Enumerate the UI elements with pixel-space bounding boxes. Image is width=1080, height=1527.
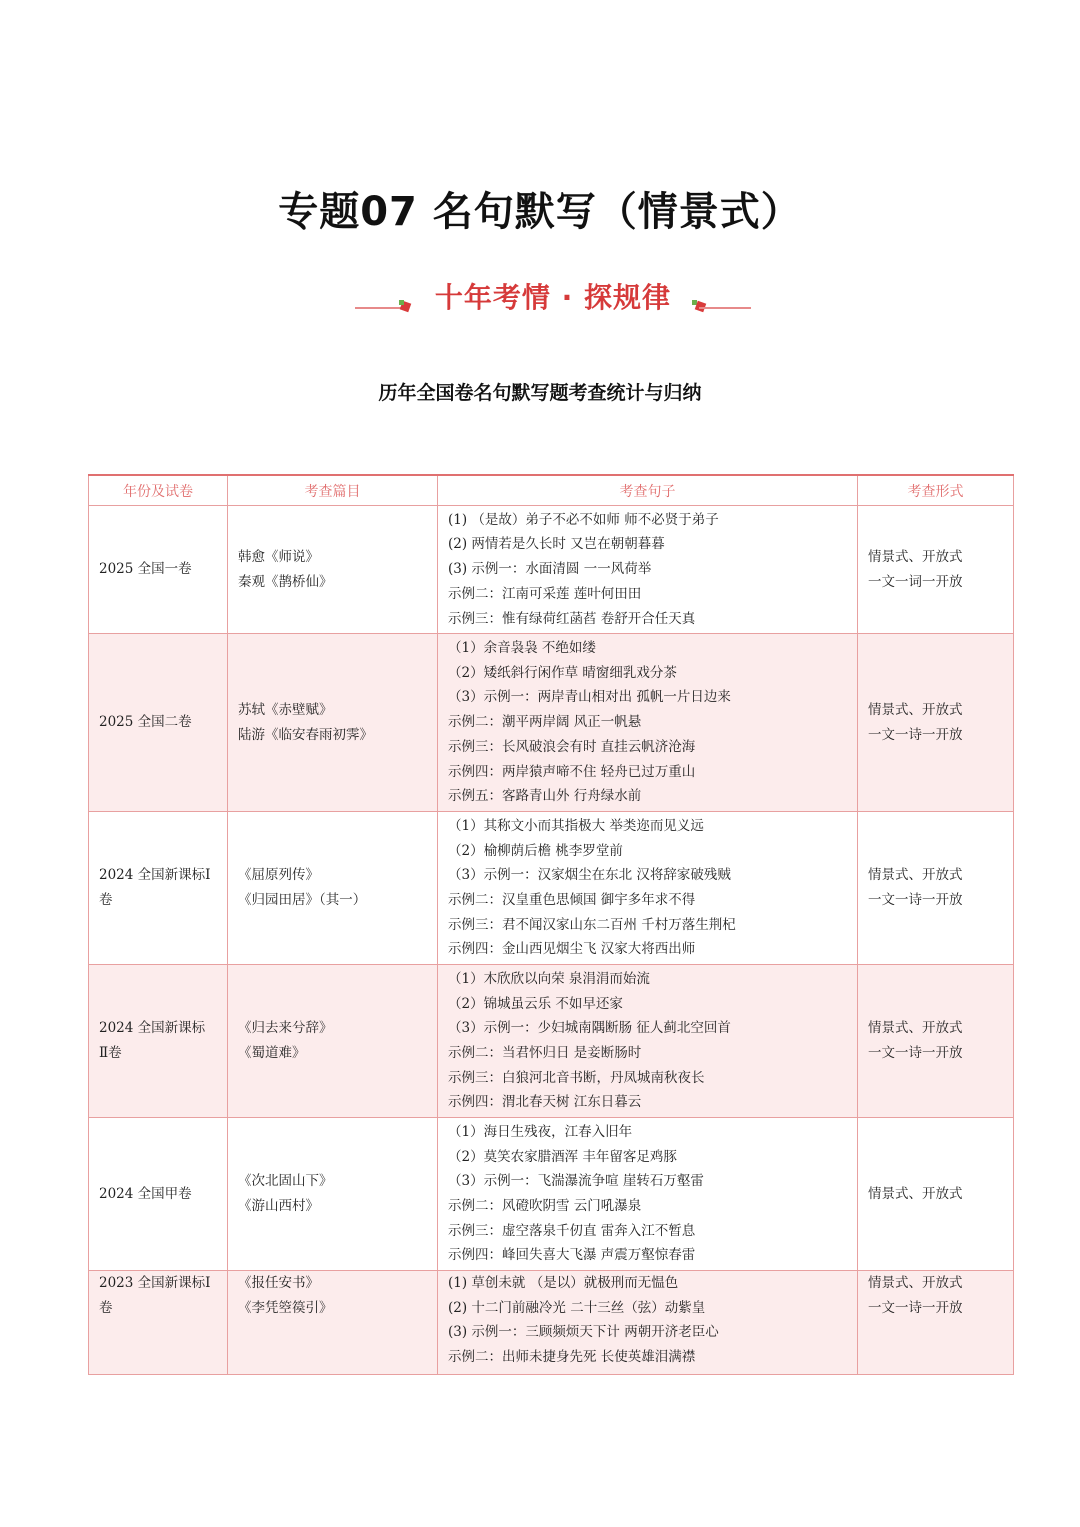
format-cell bbox=[858, 1118, 1014, 1271]
section-heading: 历年全国卷名句默写题考查统计与归纳 bbox=[378, 382, 702, 404]
table-row bbox=[89, 506, 1014, 634]
format-line: 一文一诗一开放 bbox=[868, 726, 963, 743]
exam-line: 2023 全国新课标Ⅰ bbox=[99, 1275, 211, 1291]
exam-line: 2025 全国一卷 bbox=[99, 561, 192, 578]
texts-cell bbox=[228, 506, 438, 634]
exam-cell bbox=[89, 1118, 228, 1271]
sentence-line: 示例二：汉皇重色思倾国 御宇多年求不得 bbox=[448, 892, 696, 908]
text-title: 《归园田居》（其一） bbox=[238, 892, 367, 908]
sentence-line: （2）榆柳荫后檐 桃李罗堂前 bbox=[448, 842, 623, 859]
sentence-line: (1) 草创未就 （是以）就极刑而无愠色 bbox=[448, 1275, 679, 1291]
exam-line: Ⅱ卷 bbox=[99, 1045, 122, 1061]
format-line: 情景式、开放式 bbox=[868, 1275, 963, 1291]
text-title: 秦观《鹊桥仙》 bbox=[238, 573, 333, 590]
texts-cell bbox=[228, 812, 438, 965]
format-cell bbox=[858, 506, 1014, 634]
exam-line: 卷 bbox=[99, 1299, 113, 1316]
format-line: 情景式、开放式 bbox=[868, 867, 963, 884]
exam-line: 2025 全国二卷 bbox=[99, 714, 192, 731]
exam-cell bbox=[89, 506, 228, 634]
column-header-sentences: 考查句子 bbox=[438, 475, 858, 506]
section-banner bbox=[355, 278, 751, 322]
exam-cell bbox=[89, 965, 228, 1118]
format-line: 一文一诗一开放 bbox=[868, 1045, 963, 1061]
page-title: 专题07 名句默写（情景式） bbox=[278, 189, 802, 235]
sentence-line: 示例二：当君怀归日 是妾断肠时 bbox=[448, 1045, 642, 1061]
text-title: 《游山西村》 bbox=[238, 1198, 319, 1214]
sentence-line: （1）其称文小而其指极大 举类迩而见义远 bbox=[448, 817, 704, 834]
sentence-line: 示例四：两岸猿声啼不住 轻舟已过万重山 bbox=[448, 763, 696, 780]
exam-line: 卷 bbox=[99, 892, 113, 908]
sentence-line: 示例四：渭北春天树 江东日暮云 bbox=[448, 1094, 642, 1111]
sentence-line: （3）示例一：汉家烟尘在东北 汉将辞家破残贼 bbox=[448, 867, 731, 884]
sentence-line: (2) 十二门前融冷光 二十三丝（弦）动紫皇 bbox=[448, 1299, 706, 1316]
text-title: 《报任安书》 bbox=[238, 1275, 319, 1291]
texts-cell bbox=[228, 965, 438, 1118]
sentence-line: 示例二：潮平两岸阔 风正一帆悬 bbox=[448, 714, 642, 731]
sentence-line: （2）锦城虽云乐 不如早还家 bbox=[448, 995, 623, 1012]
texts-cell bbox=[228, 1271, 438, 1375]
exam-line: 2024 全国甲卷 bbox=[99, 1185, 192, 1202]
format-line: 情景式、开放式 bbox=[868, 701, 963, 718]
table-row bbox=[89, 965, 1014, 1118]
format-cell bbox=[858, 965, 1014, 1118]
column-header-texts: 考查篇目 bbox=[228, 475, 438, 506]
banner-text: 十年考情 · 探规律 bbox=[434, 281, 672, 314]
table-row bbox=[89, 1118, 1014, 1271]
sentences-cell bbox=[438, 1118, 858, 1271]
sentence-line: (3) 示例一：三顾频烦天下计 两朝开济老臣心 bbox=[448, 1324, 719, 1341]
sentence-line: 示例三：惟有绿荷红菡萏 卷舒开合任天真 bbox=[448, 610, 696, 627]
exam-line: 2024 全国新课标 bbox=[99, 1020, 206, 1037]
format-line: 情景式、开放式 bbox=[868, 548, 963, 565]
sentence-line: 示例二：风磴吹阴雪 云门吼瀑泉 bbox=[448, 1198, 642, 1214]
sentence-line: （2）莫笑农家腊酒浑 丰年留客足鸡豚 bbox=[448, 1148, 677, 1165]
banner-leaf-left bbox=[399, 300, 404, 305]
format-cell bbox=[858, 634, 1014, 812]
sentence-line: 示例二：江南可采莲 莲叶何田田 bbox=[448, 585, 642, 602]
sentence-line: 示例三：虚空落泉千仞直 雷奔入江不暂息 bbox=[448, 1222, 696, 1239]
sentences-cell bbox=[438, 1271, 858, 1375]
sentence-line: (1) （是故）弟子不必不如师 师不必贤于弟子 bbox=[448, 511, 719, 528]
format-cell bbox=[858, 812, 1014, 965]
sentences-cell bbox=[438, 506, 858, 634]
sentence-line: （3）示例一：少妇城南隅断肠 征人蓟北空回首 bbox=[448, 1020, 731, 1037]
text-title: 韩愈《师说》 bbox=[238, 548, 319, 565]
text-title: 《李凭箜篌引》 bbox=[238, 1299, 333, 1316]
sentence-line: （1）海日生残夜，江春入旧年 bbox=[448, 1123, 633, 1140]
sentence-line: 示例五：客路青山外 行舟绿水前 bbox=[448, 788, 642, 805]
sentence-line: 示例三：君不闻汉家山东二百州 千村万落生荆杞 bbox=[448, 916, 736, 933]
format-cell bbox=[858, 1271, 1014, 1375]
sentence-line: （3）示例一：两岸青山相对出 孤帆一片日边来 bbox=[448, 689, 731, 706]
text-title: 《屈原列传》 bbox=[238, 867, 319, 884]
exam-cell bbox=[89, 812, 228, 965]
sentence-line: (2) 两情若是久长时 又岂在朝朝暮暮 bbox=[448, 536, 665, 553]
table-header-row bbox=[89, 475, 1014, 506]
sentence-line: 示例三：白狼河北音书断，丹凤城南秋夜长 bbox=[448, 1069, 705, 1086]
exam-line: 2024 全国新课标Ⅰ bbox=[99, 867, 211, 884]
sentence-line: 示例二：出师未捷身先死 长使英雄泪满襟 bbox=[448, 1349, 696, 1366]
exam-cell bbox=[89, 1271, 228, 1375]
exam-statistics-table bbox=[88, 474, 1014, 1375]
format-line: 一文一诗一开放 bbox=[868, 1299, 963, 1316]
text-title: 《归去来兮辞》 bbox=[238, 1020, 333, 1037]
sentences-cell bbox=[438, 965, 858, 1118]
format-line: 一文一诗一开放 bbox=[868, 892, 963, 908]
text-title: 《蜀道难》 bbox=[238, 1045, 306, 1061]
banner-divider-right bbox=[699, 307, 751, 309]
sentence-line: （2）矮纸斜行闲作草 晴窗细乳戏分茶 bbox=[448, 664, 677, 681]
exam-cell bbox=[89, 634, 228, 812]
table-row bbox=[89, 1271, 1014, 1375]
sentence-line: （1）余音袅袅 不绝如缕 bbox=[448, 640, 596, 657]
format-line: 情景式、开放式 bbox=[868, 1020, 963, 1037]
table-row bbox=[89, 812, 1014, 965]
sentence-line: 示例三：长风破浪会有时 直挂云帆济沧海 bbox=[448, 738, 696, 755]
sentence-line: （1）木欣欣以向荣 泉涓涓而始流 bbox=[448, 970, 650, 987]
table-row bbox=[89, 634, 1014, 812]
text-title: 《次北固山下》 bbox=[238, 1173, 333, 1190]
sentences-cell bbox=[438, 812, 858, 965]
text-title: 苏轼《赤壁赋》 bbox=[238, 701, 333, 718]
sentence-line: (3) 示例一：水面清圆 一一风荷举 bbox=[448, 561, 652, 578]
sentence-line: 示例四：峰回失喜大飞瀑 声震万壑惊春雷 bbox=[448, 1247, 696, 1264]
column-header-format: 考查形式 bbox=[858, 475, 1014, 506]
column-header-exam: 年份及试卷 bbox=[89, 475, 228, 506]
texts-cell bbox=[228, 1118, 438, 1271]
sentences-cell bbox=[438, 634, 858, 812]
sentence-line: （3）示例一：飞湍瀑流争喧 崖转石万壑雷 bbox=[448, 1173, 704, 1190]
texts-cell bbox=[228, 634, 438, 812]
sentence-line: 示例四：金山西见烟尘飞 汉家大将西出师 bbox=[448, 941, 696, 958]
format-line: 情景式、开放式 bbox=[868, 1185, 963, 1202]
format-line: 一文一词一开放 bbox=[868, 573, 963, 590]
text-title: 陆游《临安春雨初霁》 bbox=[238, 726, 373, 743]
